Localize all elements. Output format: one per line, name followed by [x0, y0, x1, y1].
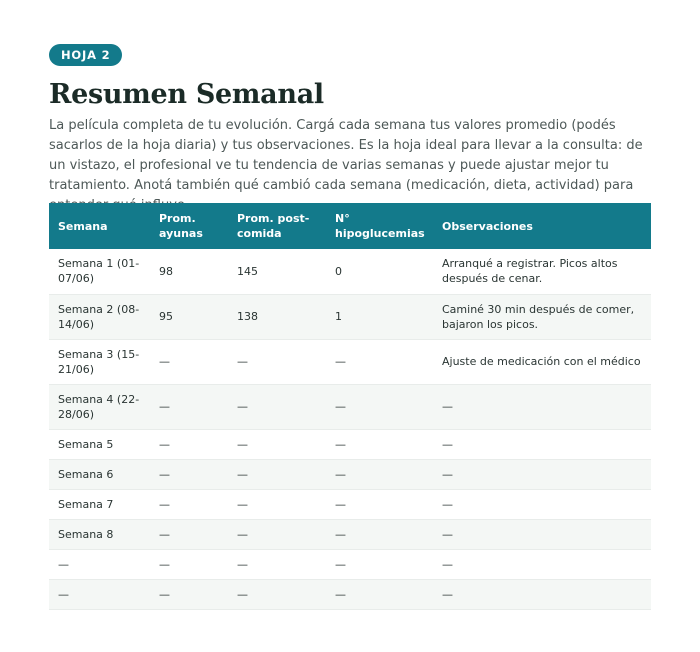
table-row	[49, 549, 651, 579]
table-row	[49, 579, 651, 609]
cell-prom-post-comida: 145	[228, 249, 326, 294]
cell-prom-ayunas: —	[150, 489, 228, 519]
cell-semana: —	[49, 579, 150, 609]
cell-semana: Semana 3 (15-21/06)	[49, 339, 150, 384]
cell-observaciones: —	[433, 489, 651, 519]
cell-hipoglucemias: 0	[326, 249, 433, 294]
table-row	[49, 489, 651, 519]
table-row	[49, 339, 651, 384]
cell-semana: Semana 5	[49, 429, 150, 459]
cell-prom-post-comida: —	[228, 579, 326, 609]
cell-hipoglucemias: —	[326, 519, 433, 549]
cell-observaciones: —	[433, 549, 651, 579]
cell-prom-post-comida: —	[228, 519, 326, 549]
sheet-badge: HOJA 2	[49, 44, 122, 66]
cell-observaciones: Caminé 30 min después de comer, bajaron los picos.	[433, 294, 651, 339]
cell-hipoglucemias: —	[326, 489, 433, 519]
intro-paragraph: La película completa de tu evolución. Cargá cada semana tus valores promedio (podés sacarlos de la hoja diaria) y tus observaciones. Es la hoja ideal para llevar a la consulta: de un vistazo, el profesional ve tu tendencia de varias semanas y puede ajustar mejor tu tratamiento. Anotá también qué cambió cada semana (medicación, dieta, actividad) para	[49, 118, 643, 193]
page-title: Resumen Semanal	[49, 79, 324, 110]
cell-prom-ayunas: —	[150, 549, 228, 579]
cell-hipoglucemias: —	[326, 549, 433, 579]
cell-observaciones: —	[433, 459, 651, 489]
cell-semana: Semana 6	[49, 459, 150, 489]
cell-prom-post-comida: —	[228, 489, 326, 519]
header-hipoglucemias: N° hipoglucemias	[326, 203, 433, 249]
cell-prom-post-comida: —	[228, 429, 326, 459]
cell-prom-ayunas: —	[150, 579, 228, 609]
cell-prom-post-comida: —	[228, 339, 326, 384]
cell-prom-ayunas: 98	[150, 249, 228, 294]
cell-observaciones: —	[433, 519, 651, 549]
header-semana: Semana	[49, 203, 150, 249]
table-row	[49, 249, 651, 294]
cell-semana: Semana 2 (08-14/06)	[49, 294, 150, 339]
cell-hipoglucemias: —	[326, 384, 433, 429]
cell-prom-ayunas: —	[150, 429, 228, 459]
cell-observaciones: —	[433, 429, 651, 459]
cell-hipoglucemias: —	[326, 459, 433, 489]
cell-prom-ayunas: —	[150, 339, 228, 384]
cell-hipoglucemias: 1	[326, 294, 433, 339]
header-prom-post-comida: Prom. post-comida	[228, 203, 326, 249]
table-header-row	[49, 203, 651, 249]
table-row	[49, 294, 651, 339]
cell-prom-post-comida: —	[228, 459, 326, 489]
cell-prom-post-comida: —	[228, 384, 326, 429]
cell-prom-post-comida: —	[228, 549, 326, 579]
cell-observaciones: —	[433, 579, 651, 609]
header-observaciones: Observaciones	[433, 203, 651, 249]
cell-semana: Semana 8	[49, 519, 150, 549]
table-row	[49, 384, 651, 429]
cell-hipoglucemias: —	[326, 579, 433, 609]
cell-hipoglucemias: —	[326, 429, 433, 459]
cell-semana: Semana 7	[49, 489, 150, 519]
cell-prom-ayunas: —	[150, 519, 228, 549]
cell-observaciones: Ajuste de medicación con el médico	[433, 339, 651, 384]
cell-hipoglucemias: —	[326, 339, 433, 384]
weekly-summary-table	[49, 203, 651, 610]
cell-prom-ayunas: —	[150, 384, 228, 429]
table-row	[49, 429, 651, 459]
cell-prom-ayunas: —	[150, 459, 228, 489]
cell-prom-ayunas: 95	[150, 294, 228, 339]
table-row	[49, 519, 651, 549]
header-prom-ayunas: Prom. ayunas	[150, 203, 228, 249]
cell-observaciones: Arranqué a registrar. Picos altos después de cenar.	[433, 249, 651, 294]
table-row	[49, 459, 651, 489]
weekly-summary-sheet	[49, 44, 651, 601]
cell-semana: Semana 1 (01-07/06)	[49, 249, 150, 294]
cell-semana: Semana 4 (22-28/06)	[49, 384, 150, 429]
cell-semana: —	[49, 549, 150, 579]
cell-observaciones: —	[433, 384, 651, 429]
cell-prom-post-comida: 138	[228, 294, 326, 339]
